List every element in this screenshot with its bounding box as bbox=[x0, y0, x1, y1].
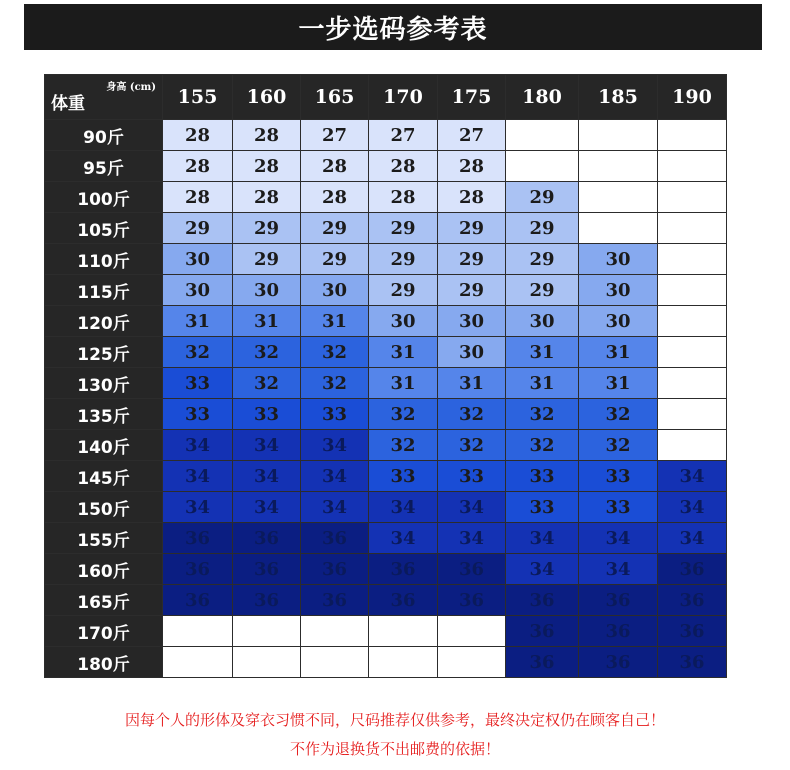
size-cell bbox=[658, 430, 727, 461]
size-cell: 29 bbox=[506, 275, 579, 306]
size-cell: 29 bbox=[506, 182, 579, 213]
size-cell: 36 bbox=[658, 647, 727, 678]
size-cell: 31 bbox=[163, 306, 233, 337]
weight-label-cell: 160斤 bbox=[45, 554, 163, 585]
table-row bbox=[45, 647, 727, 678]
size-cell: 32 bbox=[579, 399, 658, 430]
size-cell bbox=[233, 616, 301, 647]
size-cell: 34 bbox=[163, 492, 233, 523]
size-cell: 29 bbox=[233, 213, 301, 244]
size-cell: 28 bbox=[163, 182, 233, 213]
size-cell: 32 bbox=[301, 368, 369, 399]
disclaimer-line-1: 因每个人的形体及穿衣习惯不同，尺码推荐仅供参考，最终决定权仍在顾客自己！ bbox=[124, 711, 665, 729]
size-cell: 30 bbox=[301, 275, 369, 306]
size-cell: 36 bbox=[658, 585, 727, 616]
size-cell: 36 bbox=[301, 523, 369, 554]
table-row bbox=[45, 337, 727, 368]
size-cell: 29 bbox=[506, 244, 579, 275]
size-cell: 34 bbox=[233, 430, 301, 461]
size-cell: 32 bbox=[369, 399, 438, 430]
size-cell: 28 bbox=[369, 151, 438, 182]
size-cell: 30 bbox=[579, 306, 658, 337]
height-header-cell: 185 bbox=[579, 75, 658, 120]
size-cell: 28 bbox=[369, 182, 438, 213]
table-row bbox=[45, 151, 727, 182]
size-cell: 36 bbox=[579, 647, 658, 678]
size-cell: 34 bbox=[506, 554, 579, 585]
weight-label-cell: 100斤 bbox=[45, 182, 163, 213]
size-cell: 29 bbox=[369, 213, 438, 244]
size-cell: 32 bbox=[579, 430, 658, 461]
size-cell: 30 bbox=[163, 244, 233, 275]
table-corner-cell bbox=[45, 75, 163, 120]
size-cell: 34 bbox=[438, 492, 506, 523]
size-cell: 27 bbox=[438, 120, 506, 151]
size-cell: 30 bbox=[579, 275, 658, 306]
weight-label-cell: 105斤 bbox=[45, 213, 163, 244]
height-header-cell: 190 bbox=[658, 75, 727, 120]
size-cell bbox=[658, 120, 727, 151]
size-cell: 29 bbox=[438, 275, 506, 306]
size-cell bbox=[658, 399, 727, 430]
size-cell: 31 bbox=[233, 306, 301, 337]
size-cell bbox=[438, 616, 506, 647]
size-cell: 29 bbox=[438, 213, 506, 244]
size-cell: 28 bbox=[301, 182, 369, 213]
size-cell: 34 bbox=[579, 523, 658, 554]
size-cell: 34 bbox=[369, 492, 438, 523]
size-cell: 33 bbox=[579, 461, 658, 492]
size-cell: 34 bbox=[301, 492, 369, 523]
size-cell: 31 bbox=[579, 368, 658, 399]
table-row bbox=[45, 616, 727, 647]
size-cell: 36 bbox=[163, 523, 233, 554]
weight-label-cell: 145斤 bbox=[45, 461, 163, 492]
size-cell: 31 bbox=[506, 337, 579, 368]
chart-title: 一步选码参考表 bbox=[298, 14, 488, 45]
height-header-cell: 160 bbox=[233, 75, 301, 120]
height-header-cell: 155 bbox=[163, 75, 233, 120]
size-cell bbox=[658, 244, 727, 275]
size-cell: 34 bbox=[369, 523, 438, 554]
size-cell: 27 bbox=[301, 120, 369, 151]
size-cell: 36 bbox=[301, 554, 369, 585]
table-row bbox=[45, 182, 727, 213]
size-cell: 33 bbox=[506, 461, 579, 492]
size-cell: 32 bbox=[233, 337, 301, 368]
size-cell: 28 bbox=[233, 120, 301, 151]
size-cell: 32 bbox=[506, 430, 579, 461]
size-cell: 30 bbox=[579, 244, 658, 275]
table-row bbox=[45, 523, 727, 554]
height-axis-label: 身高 (cm) bbox=[106, 82, 156, 93]
size-cell bbox=[438, 647, 506, 678]
size-cell bbox=[579, 151, 658, 182]
size-cell: 36 bbox=[438, 585, 506, 616]
weight-label-cell: 165斤 bbox=[45, 585, 163, 616]
size-cell: 28 bbox=[438, 151, 506, 182]
size-cell: 33 bbox=[438, 461, 506, 492]
size-cell: 34 bbox=[658, 492, 727, 523]
size-cell bbox=[301, 647, 369, 678]
size-cell: 29 bbox=[301, 244, 369, 275]
weight-label-cell: 155斤 bbox=[45, 523, 163, 554]
size-cell: 29 bbox=[369, 275, 438, 306]
size-cell: 29 bbox=[369, 244, 438, 275]
size-cell: 36 bbox=[369, 585, 438, 616]
size-cell bbox=[658, 213, 727, 244]
size-cell bbox=[163, 616, 233, 647]
weight-label-cell: 95斤 bbox=[45, 151, 163, 182]
size-cell bbox=[506, 151, 579, 182]
size-cell: 33 bbox=[369, 461, 438, 492]
weight-label-cell: 110斤 bbox=[45, 244, 163, 275]
size-cell bbox=[579, 182, 658, 213]
size-cell: 36 bbox=[438, 554, 506, 585]
table-row bbox=[45, 244, 727, 275]
size-cell: 34 bbox=[438, 523, 506, 554]
size-cell: 28 bbox=[301, 151, 369, 182]
size-cell: 36 bbox=[506, 585, 579, 616]
height-header-cell: 180 bbox=[506, 75, 579, 120]
size-cell: 30 bbox=[438, 337, 506, 368]
size-cell bbox=[506, 120, 579, 151]
size-cell: 36 bbox=[506, 616, 579, 647]
table-row bbox=[45, 213, 727, 244]
size-cell: 34 bbox=[658, 461, 727, 492]
chart-title-banner bbox=[24, 4, 762, 50]
size-cell: 33 bbox=[579, 492, 658, 523]
size-cell bbox=[658, 275, 727, 306]
table-row bbox=[45, 120, 727, 151]
size-cell: 34 bbox=[301, 430, 369, 461]
size-cell: 36 bbox=[163, 554, 233, 585]
size-cell: 30 bbox=[369, 306, 438, 337]
size-cell: 33 bbox=[506, 492, 579, 523]
size-table-body bbox=[45, 120, 727, 678]
size-cell: 34 bbox=[579, 554, 658, 585]
size-cell: 34 bbox=[658, 523, 727, 554]
size-cell: 33 bbox=[301, 399, 369, 430]
table-row bbox=[45, 554, 727, 585]
size-cell: 29 bbox=[506, 213, 579, 244]
size-cell: 28 bbox=[233, 182, 301, 213]
size-cell: 28 bbox=[163, 151, 233, 182]
size-cell: 32 bbox=[506, 399, 579, 430]
size-cell: 29 bbox=[163, 213, 233, 244]
size-cell: 34 bbox=[163, 461, 233, 492]
size-cell: 34 bbox=[233, 461, 301, 492]
size-cell: 28 bbox=[438, 182, 506, 213]
weight-label-cell: 125斤 bbox=[45, 337, 163, 368]
table-row bbox=[45, 585, 727, 616]
table-row bbox=[45, 275, 727, 306]
table-row bbox=[45, 399, 727, 430]
size-cell: 28 bbox=[233, 151, 301, 182]
size-cell: 30 bbox=[438, 306, 506, 337]
height-header-cell: 165 bbox=[301, 75, 369, 120]
weight-label-cell: 90斤 bbox=[45, 120, 163, 151]
weight-label-cell: 115斤 bbox=[45, 275, 163, 306]
size-cell: 29 bbox=[301, 213, 369, 244]
size-chart-table bbox=[44, 74, 727, 678]
size-cell: 29 bbox=[233, 244, 301, 275]
size-cell: 29 bbox=[438, 244, 506, 275]
size-cell: 27 bbox=[369, 120, 438, 151]
disclaimer-line-2: 不作为退换货不出邮费的依据！ bbox=[289, 740, 500, 758]
size-cell bbox=[579, 120, 658, 151]
size-cell: 32 bbox=[438, 430, 506, 461]
size-cell: 32 bbox=[163, 337, 233, 368]
size-cell: 28 bbox=[163, 120, 233, 151]
weight-label-cell: 150斤 bbox=[45, 492, 163, 523]
size-cell: 31 bbox=[506, 368, 579, 399]
weight-label-cell: 170斤 bbox=[45, 616, 163, 647]
size-cell bbox=[658, 306, 727, 337]
size-cell: 32 bbox=[438, 399, 506, 430]
size-cell: 33 bbox=[163, 368, 233, 399]
size-cell: 36 bbox=[369, 554, 438, 585]
size-cell: 31 bbox=[579, 337, 658, 368]
size-cell: 36 bbox=[658, 616, 727, 647]
size-cell: 36 bbox=[233, 554, 301, 585]
size-cell: 32 bbox=[233, 368, 301, 399]
size-cell: 33 bbox=[163, 399, 233, 430]
size-cell: 36 bbox=[233, 585, 301, 616]
size-cell: 36 bbox=[658, 554, 727, 585]
size-cell: 33 bbox=[233, 399, 301, 430]
table-row bbox=[45, 368, 727, 399]
size-cell: 32 bbox=[301, 337, 369, 368]
weight-label-cell: 130斤 bbox=[45, 368, 163, 399]
size-cell: 34 bbox=[233, 492, 301, 523]
size-cell bbox=[233, 647, 301, 678]
table-row bbox=[45, 306, 727, 337]
size-cell bbox=[579, 213, 658, 244]
size-cell: 31 bbox=[369, 337, 438, 368]
weight-label-cell: 120斤 bbox=[45, 306, 163, 337]
size-cell: 36 bbox=[163, 585, 233, 616]
weight-label-cell: 140斤 bbox=[45, 430, 163, 461]
height-header-cell: 175 bbox=[438, 75, 506, 120]
size-cell: 30 bbox=[163, 275, 233, 306]
size-cell bbox=[658, 337, 727, 368]
size-cell: 34 bbox=[163, 430, 233, 461]
size-cell bbox=[301, 616, 369, 647]
size-cell: 31 bbox=[438, 368, 506, 399]
size-cell bbox=[658, 182, 727, 213]
size-cell: 34 bbox=[506, 523, 579, 554]
size-cell bbox=[658, 368, 727, 399]
table-row bbox=[45, 430, 727, 461]
size-cell: 34 bbox=[301, 461, 369, 492]
size-cell: 31 bbox=[301, 306, 369, 337]
size-cell bbox=[658, 151, 727, 182]
height-header-row bbox=[45, 75, 727, 120]
size-cell: 32 bbox=[369, 430, 438, 461]
size-cell: 30 bbox=[233, 275, 301, 306]
size-cell bbox=[369, 616, 438, 647]
size-cell bbox=[163, 647, 233, 678]
weight-label-cell: 180斤 bbox=[45, 647, 163, 678]
size-cell: 36 bbox=[301, 585, 369, 616]
table-row bbox=[45, 492, 727, 523]
size-cell: 31 bbox=[369, 368, 438, 399]
size-cell: 36 bbox=[506, 647, 579, 678]
size-cell bbox=[369, 647, 438, 678]
size-cell: 30 bbox=[506, 306, 579, 337]
height-header-cell: 170 bbox=[369, 75, 438, 120]
weight-label-cell: 135斤 bbox=[45, 399, 163, 430]
size-cell: 36 bbox=[579, 616, 658, 647]
weight-axis-label: 体重 bbox=[51, 94, 85, 114]
size-cell: 36 bbox=[579, 585, 658, 616]
size-cell: 36 bbox=[233, 523, 301, 554]
table-row bbox=[45, 461, 727, 492]
